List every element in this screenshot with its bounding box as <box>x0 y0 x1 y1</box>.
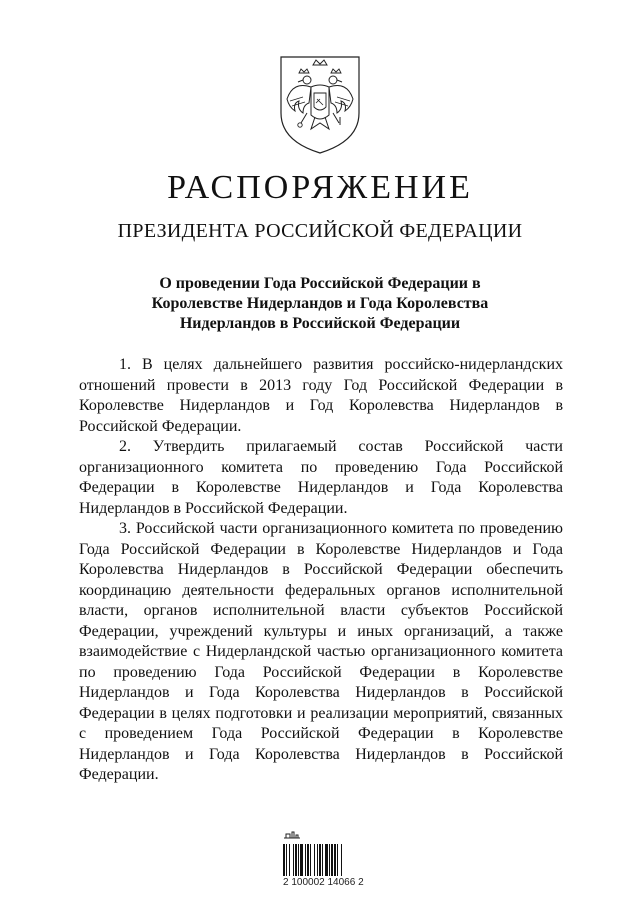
coat-of-arms-icon <box>277 55 363 155</box>
barcode-block <box>283 830 363 892</box>
document-subject <box>100 274 540 334</box>
issuer-title: ПРЕЗИДЕНТА РОССИЙСКОЙ ФЕДЕРАЦИИ <box>117 220 523 242</box>
barcode-mark-icon <box>283 830 301 840</box>
document-body <box>79 355 563 786</box>
paragraph-2: 2. Утвердить прилагаемый состав Российской части организационного комитета по проведению Года Российской Федерации в Королевстве Нидерландов и Года Королевства Нидерландов в Российской Федерации. <box>79 438 563 517</box>
document-type-title: РАСПОРЯЖЕНИЕ <box>167 169 473 206</box>
subject-line: Нидерландов в Российской Федерации <box>179 315 461 332</box>
paragraph-3: 3. Российской части организационного комитета по проведению Года Российской Федерации в Королевстве Нидерландов и Года Королевства Нидерландов в Российской Федерации обеспечить координацию деятельности федеральных органов исполнительной власти, органов исполнительной власти субъектов Российской Федерации, учреждений культуры и иных организаций, а также взаимодействие с Нидерландской частью организационного комитета по проведению Года Российской Федерации в Королевстве Нидерландов и Года Королевства Нидерландов в Российской Федерации в целях подготовки и реализации мероприятий, связанных с проведением Года Российской Федерации в Королевстве Нидерландов и Года Королевства Нидерландов в Российской Федерации. <box>79 520 563 783</box>
subject-line: О проведении Года Российской Федерации в <box>159 275 481 292</box>
subject-line: Королевстве Нидерландов и Года Королевства <box>151 295 489 312</box>
barcode-image <box>283 844 363 876</box>
paragraph-1: 1. В целях дальнейшего развития российско-нидерландских отношений провести в 2013 году Год Российской Федерации в Королевстве Нидерландов и Год Королевства Нидерландов в Российской Федерации. <box>79 356 563 435</box>
barcode-number: 2 100002 14066 2 <box>283 877 364 888</box>
